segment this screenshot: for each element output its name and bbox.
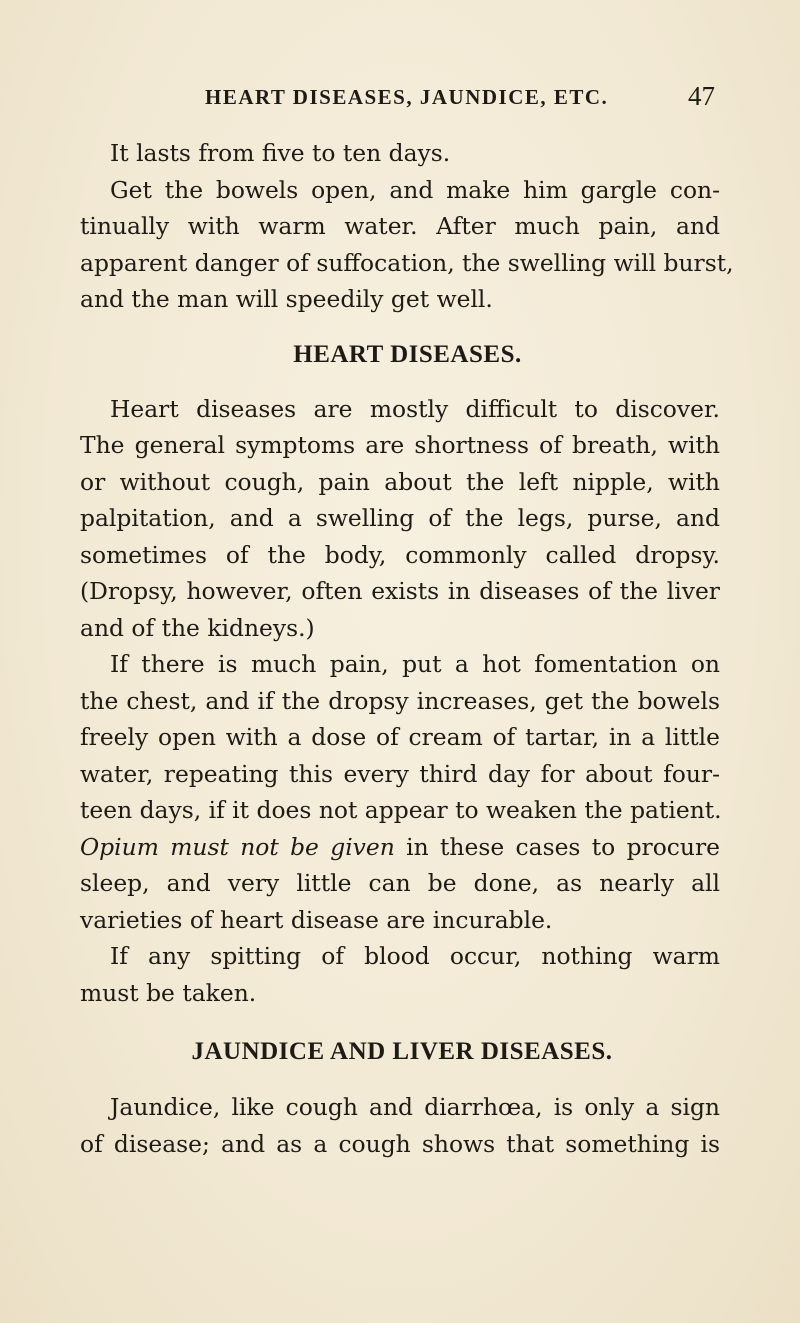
paragraph (80, 646, 720, 938)
text-line: sleep, and very little can be done, as nearly all (80, 869, 720, 897)
paragraph (80, 1089, 720, 1162)
text-line: If there is much pain, put a hot fomentation on (110, 650, 720, 678)
page-number: 47 (688, 81, 715, 111)
text-line (80, 829, 720, 866)
text-line: varieties of heart disease are incurable. (80, 905, 553, 934)
running-head (205, 81, 715, 115)
text-line: palpitation, and a swelling of the legs, purse, and (80, 504, 720, 532)
text-line: must be taken. (80, 978, 257, 1007)
text-line: of disease; and as a cough shows that something is (80, 1129, 720, 1158)
text-line: It lasts from five to ten days. (110, 139, 451, 167)
section-heading: JAUNDICE AND LIVER DISEASES. (191, 1038, 613, 1065)
text-line: teen days, if it does not appear to weaken the patient. (80, 796, 722, 824)
text-line: The general symptoms are shortness of breath, with (80, 431, 720, 459)
paragraph (80, 135, 720, 172)
paragraph (80, 938, 720, 1011)
text-line: water, repeating this every third day for about four- (80, 759, 720, 788)
text-line: apparent danger of suffocation, the swelling will burst, (80, 248, 734, 277)
text-line: sometimes of the body, commonly called dropsy. (80, 540, 720, 569)
text-line: Get the bowels open, and make him gargle con- (110, 175, 720, 204)
text-line: the chest, and if the dropsy increases, get the bowels (80, 686, 720, 715)
text-line: tinually with warm water. After much pain, and (80, 212, 720, 240)
section-heading: HEART DISEASES. (293, 340, 522, 368)
text-line: freely open with a dose of cream of tartar, in a little (80, 723, 720, 751)
text-line: Jaundice, like cough and diarrhœa, is only a sign (110, 1093, 720, 1121)
text-line: and the man will speedily get well. (80, 285, 493, 313)
text-line: If any spitting of blood occur, nothing warm (110, 942, 720, 970)
italic-emphasis: Opium must not be given (80, 832, 395, 861)
paragraph (80, 172, 734, 318)
text-line: (Dropsy, however, often exists in diseases of the liver (80, 577, 720, 605)
text-line: or without cough, pain about the left nipple, with (80, 467, 720, 496)
text-line: Heart diseases are mostly difficult to discover. (110, 394, 720, 423)
running-head-title: HEART DISEASES, JAUNDICE, ETC. (205, 85, 609, 109)
body-text (80, 135, 734, 1162)
text-line: and of the kidneys.) (80, 613, 315, 642)
text-run: in these cases to procure (394, 832, 720, 861)
paragraph (80, 391, 720, 647)
